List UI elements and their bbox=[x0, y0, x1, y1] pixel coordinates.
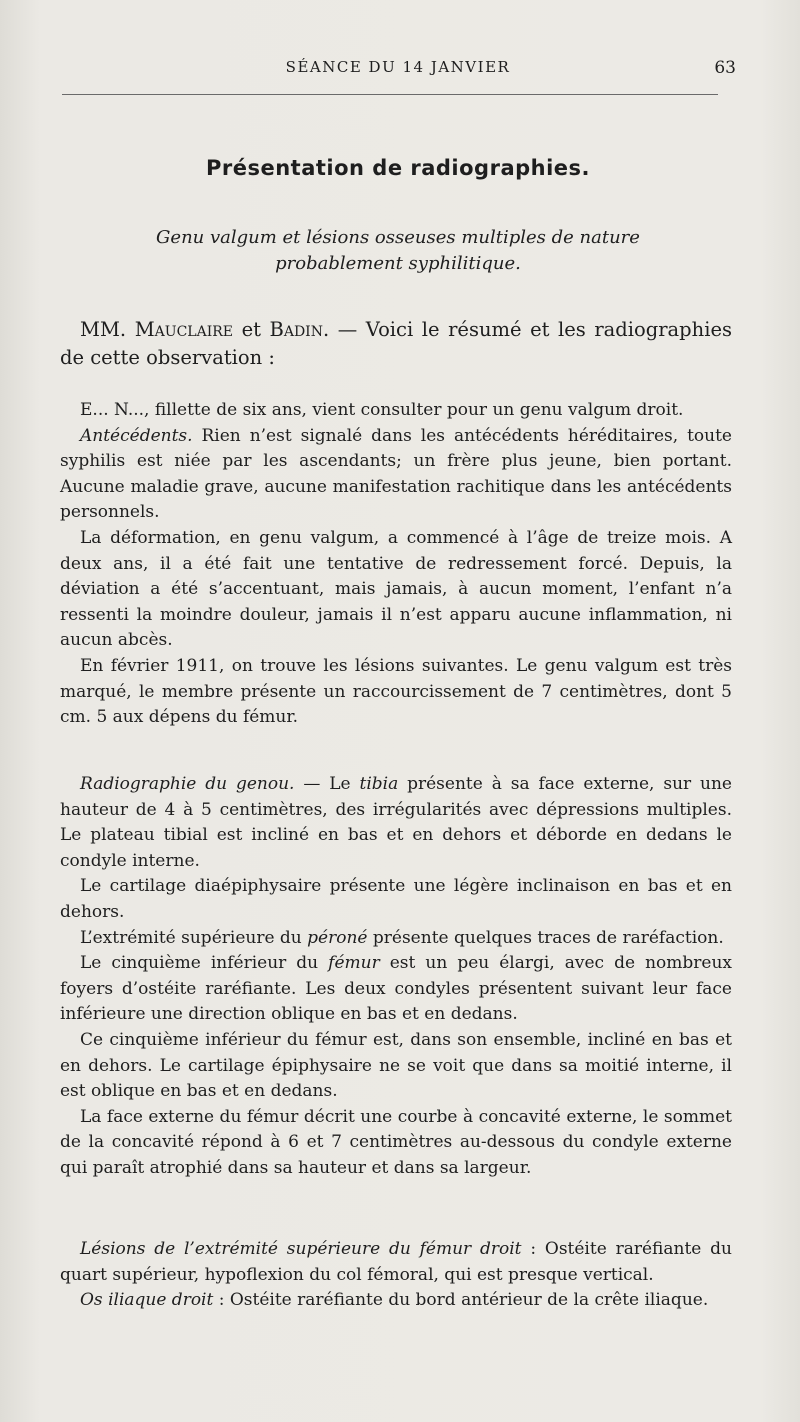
antecedents-text: Rien n’est signalé dans les antécédents héréditaires, toute syphilis est niée par les ascendants; un frère plus jeune, bien portant. Aucune maladie grave, aucune manifestation rachitique dans les antécédents personnels. bbox=[60, 425, 732, 523]
perone-text-b: présente quelques traces de raréfaction. bbox=[367, 927, 724, 948]
header-rule bbox=[62, 94, 718, 95]
lesions-block bbox=[60, 1237, 732, 1314]
author-badin: Badin bbox=[269, 318, 323, 341]
running-head bbox=[60, 58, 736, 82]
section-subtitle bbox=[60, 225, 736, 277]
lesions-paragraph-2 bbox=[60, 1288, 732, 1314]
perone-term: péroné bbox=[307, 927, 368, 948]
section-title: Présentation de radiographies. bbox=[205, 156, 591, 180]
observation-paragraph-3: La déformation, en genu valgum, a commencé à l’âge de treize mois. A deux ans, il a été fait une tentative de redressement forcé. Depuis, la déviation a été s’accentuant, mais jamais, à aucun moment, l’enfant n’a ressenti la moindre douleur, jamais il n’est apparu aucune inflammation, ni aucun abcès. bbox=[60, 527, 732, 651]
radiography-paragraph-6: La face externe du fémur décrit une courbe à concavité externe, le sommet de la concavité répond à 6 et 7 centimètres au-dessous du condyle externe qui paraît atrophié dans sa hauteur et dans sa largeur. bbox=[60, 1106, 732, 1178]
author-mauclaire: Mauclaire bbox=[134, 318, 233, 341]
subtitle-line-2: probablement syphilitique. bbox=[275, 253, 521, 274]
intro-mm: MM. bbox=[80, 318, 127, 341]
femur-term: fémur bbox=[328, 953, 380, 974]
lesions-femur-text: : Ostéite raréfiante du quart supérieur, hypoflexion du col fémoral, qui est presque vertical. bbox=[60, 1239, 732, 1285]
os-iliaque-text: : Ostéite raréfiante du bord antérieur de la crête iliaque. bbox=[213, 1290, 709, 1311]
radiography-text-b: présente à sa face externe, sur une hauteur de 4 à 5 centimètres, des irrégularités avec dépressions multiples. Le plateau tibial est incliné en bas et en dehors et déborde en dedans le condyle interne. bbox=[60, 774, 732, 871]
observation-paragraph-4: En février 1911, on trouve les lésions suivantes. Le genu valgum est très marqué, le membre présente un raccourcissement de 7 centimètres, dont 5 cm. 5 aux dépens du fémur. bbox=[60, 655, 732, 728]
antecedents-label: Antécédents. bbox=[80, 425, 193, 446]
radiography-paragraph-3 bbox=[60, 926, 732, 952]
os-iliaque-label: Os iliaque droit bbox=[80, 1290, 214, 1311]
intro-text: . — Voici le résumé et les radiographies de cette observation : bbox=[60, 318, 733, 369]
intro-paragraph bbox=[60, 316, 732, 372]
observation-block bbox=[60, 398, 732, 731]
page-number: 63 bbox=[714, 58, 736, 78]
femur-text-a: Le cinquième inférieur du bbox=[80, 953, 329, 974]
radiography-text-a: — Le bbox=[294, 774, 360, 794]
radiography-paragraph-2: Le cartilage diaépiphysaire présente une légère inclinaison en bas et en dehors. bbox=[60, 876, 732, 922]
intro-et: et bbox=[241, 318, 261, 341]
observation-paragraph-2 bbox=[60, 424, 732, 526]
observation-paragraph-1: E... N..., fillette de six ans, vient consulter pour un genu valgum droit. bbox=[80, 400, 684, 420]
radiography-paragraph-1 bbox=[60, 772, 732, 874]
running-title: SÉANCE DU 14 JANVIER bbox=[285, 58, 511, 76]
subtitle-line-1: Genu valgum et lésions osseuses multiples de nature bbox=[156, 227, 640, 248]
perone-text-a: L’extrémité supérieure du bbox=[80, 927, 308, 948]
radiography-label: Radiographie du genou. bbox=[80, 774, 295, 794]
tibia-term: tibia bbox=[359, 774, 399, 794]
radiography-paragraph-5: Ce cinquième inférieur du fémur est, dans son ensemble, incliné en bas et en dehors. Le cartilage épiphysaire ne se voit que dans sa moitié interne, il est oblique en bas et en dedans. bbox=[60, 1029, 732, 1102]
lesions-femur-label: Lésions de l’extrémité supérieure du fémur droit bbox=[80, 1239, 522, 1259]
radiography-block bbox=[60, 772, 732, 1182]
lesions-paragraph-1 bbox=[60, 1237, 732, 1288]
femur-text-b: est un peu élargi, avec de nombreux foyers d’ostéite raréfiante. Les deux condyles présentent suivant leur face inférieure une direction oblique en bas et en dedans. bbox=[60, 953, 732, 1025]
radiography-paragraph-4 bbox=[60, 951, 732, 1028]
